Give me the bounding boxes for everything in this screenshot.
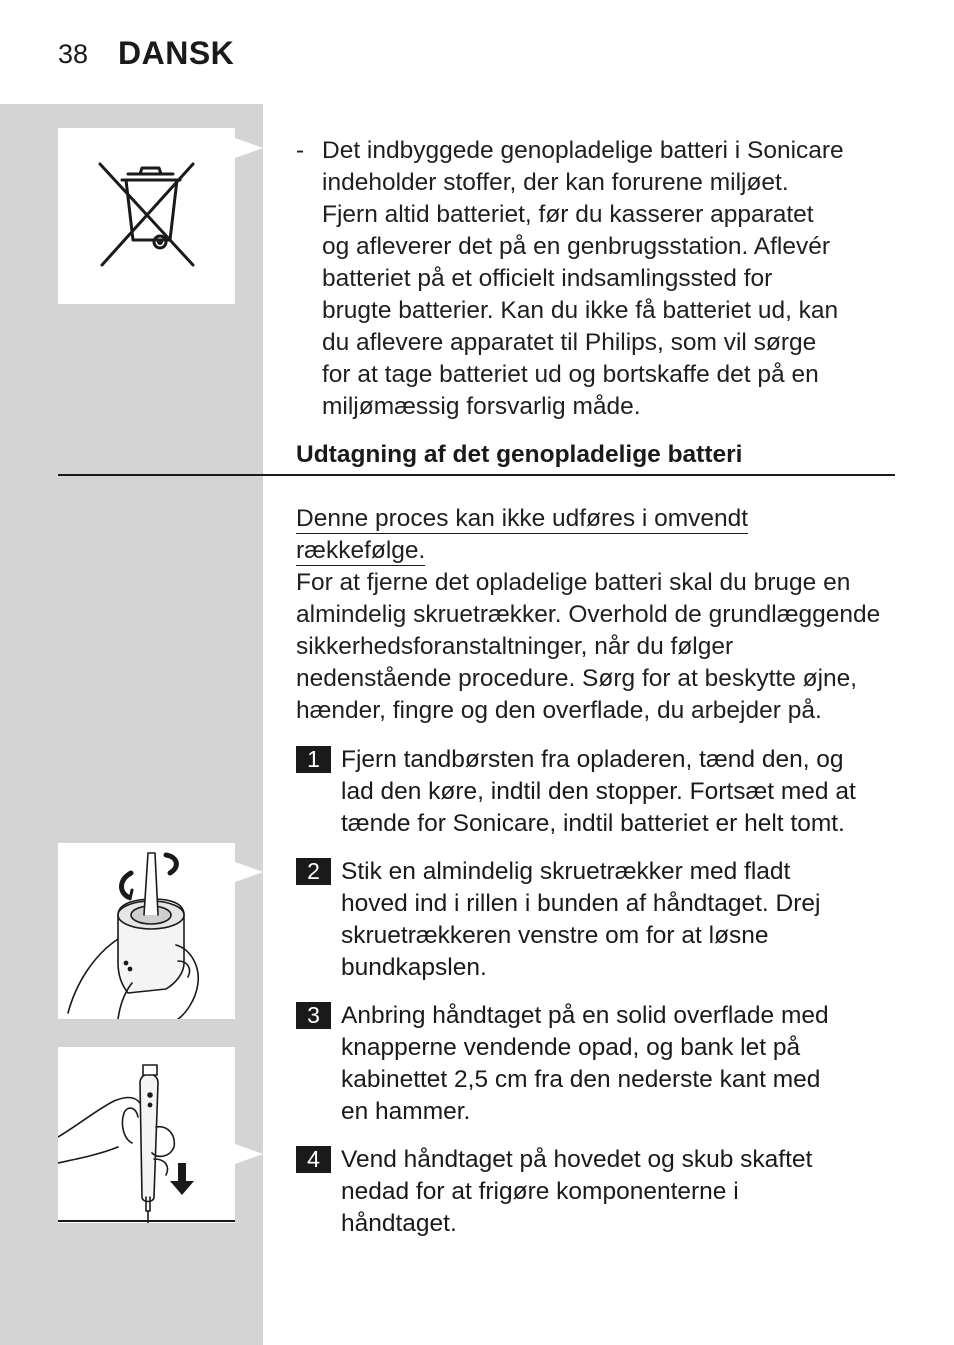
text-line: Fjern tandbørsten fra opladeren, tænd den, og xyxy=(341,746,844,773)
step-text xyxy=(341,1000,829,1128)
text-line: almindelig skruetrækker. Overhold de grundlæggende xyxy=(296,601,881,628)
text-line: hænder, fingre og den overflade, du arbejder på. xyxy=(296,697,822,724)
text-line: nedenstående procedure. Sørg for at beskytte øjne, xyxy=(296,665,858,692)
section-heading: Udtagning af det genopladelige batteri xyxy=(296,441,743,468)
crossed-out-wheelie-bin-icon xyxy=(58,128,235,304)
text-line: For at fjerne det opladelige batteri skal du bruge en xyxy=(296,569,851,596)
text-line: kabinettet 2,5 cm fra den nederste kant med xyxy=(341,1066,821,1093)
text-line: Anbring håndtaget på en solid overflade med xyxy=(341,1002,829,1029)
section-rule xyxy=(58,474,895,476)
text-line: skruetrækkeren venstre om for at løsne xyxy=(341,922,769,949)
step-text xyxy=(341,1144,812,1240)
text-line: miljømæssig forsvarlig måde. xyxy=(322,393,641,420)
text-line: bundkapslen. xyxy=(341,954,487,981)
text-line: knapperne vendende opad, og bank let på xyxy=(341,1034,801,1061)
text-line: du aflevere apparatet til Philips, som vil sørge xyxy=(322,329,817,356)
step-3 xyxy=(296,1000,900,1128)
intro-bullet-text xyxy=(322,135,844,423)
language-title: DANSK xyxy=(118,35,235,71)
screwdriver-illustration xyxy=(58,843,235,1019)
text-line: batteriet på et officielt indsamlingssted for xyxy=(322,265,773,292)
step-2 xyxy=(296,856,900,984)
warning-line: Denne proces kan ikke udføres i omvendt xyxy=(296,505,749,532)
arrow-down-icon xyxy=(170,1163,194,1195)
text-line: Fjern altid batteriet, før du kasserer apparatet xyxy=(322,201,814,228)
text-line: nedad for at frigøre komponenterne i xyxy=(341,1178,739,1205)
text-line: håndtaget. xyxy=(341,1210,457,1237)
text-line: en hammer. xyxy=(341,1098,471,1125)
intro-bullet xyxy=(296,135,844,423)
text-line: indeholder stoffer, der kan forurene miljøet. xyxy=(322,169,789,196)
page-number: 38 xyxy=(58,39,89,69)
illustration-pointer xyxy=(235,138,263,158)
push-illustration xyxy=(58,1047,235,1223)
step-number: 1 xyxy=(296,746,331,773)
screwdriver-in-handle-illustration xyxy=(58,843,235,1019)
step-number: 4 xyxy=(296,1146,331,1173)
step-text xyxy=(341,744,856,840)
section-body xyxy=(296,503,880,727)
step-text xyxy=(341,856,820,984)
text-line: og afleverer det på en genbrugsstation. Aflevér xyxy=(322,233,831,260)
text-line: Det indbyggede genopladelige batteri i Sonicare xyxy=(322,137,844,164)
text-line: lad den køre, indtil den stopper. Fortsæt med at xyxy=(341,778,856,805)
step-1 xyxy=(296,744,900,840)
text-line: tænde for Sonicare, indtil batteriet er helt tomt. xyxy=(341,810,845,837)
text-line: sikkerhedsforanstaltninger, når du følger xyxy=(296,633,734,660)
illustration-pointer xyxy=(235,862,263,882)
text-line: Stik en almindelig skruetrækker med fladt xyxy=(341,858,791,885)
warning-line: rækkefølge. xyxy=(296,537,426,564)
text-line: Vend håndtaget på hovedet og skub skaftet xyxy=(341,1146,813,1173)
step-number: 3 xyxy=(296,1002,331,1029)
recycle-illustration xyxy=(58,128,235,304)
text-line: for at tage batteriet ud og bortskaffe det på en xyxy=(322,361,819,388)
step-4 xyxy=(296,1144,900,1240)
bullet-dash: - xyxy=(296,137,305,164)
step-number: 2 xyxy=(296,858,331,885)
illustration-pointer xyxy=(235,1144,263,1164)
push-shaft-down-illustration xyxy=(58,1047,235,1223)
text-line: hoved ind i rillen i bunden af håndtaget. Drej xyxy=(341,890,821,917)
text-line: brugte batterier. Kan du ikke få batteriet ud, kan xyxy=(322,297,839,324)
